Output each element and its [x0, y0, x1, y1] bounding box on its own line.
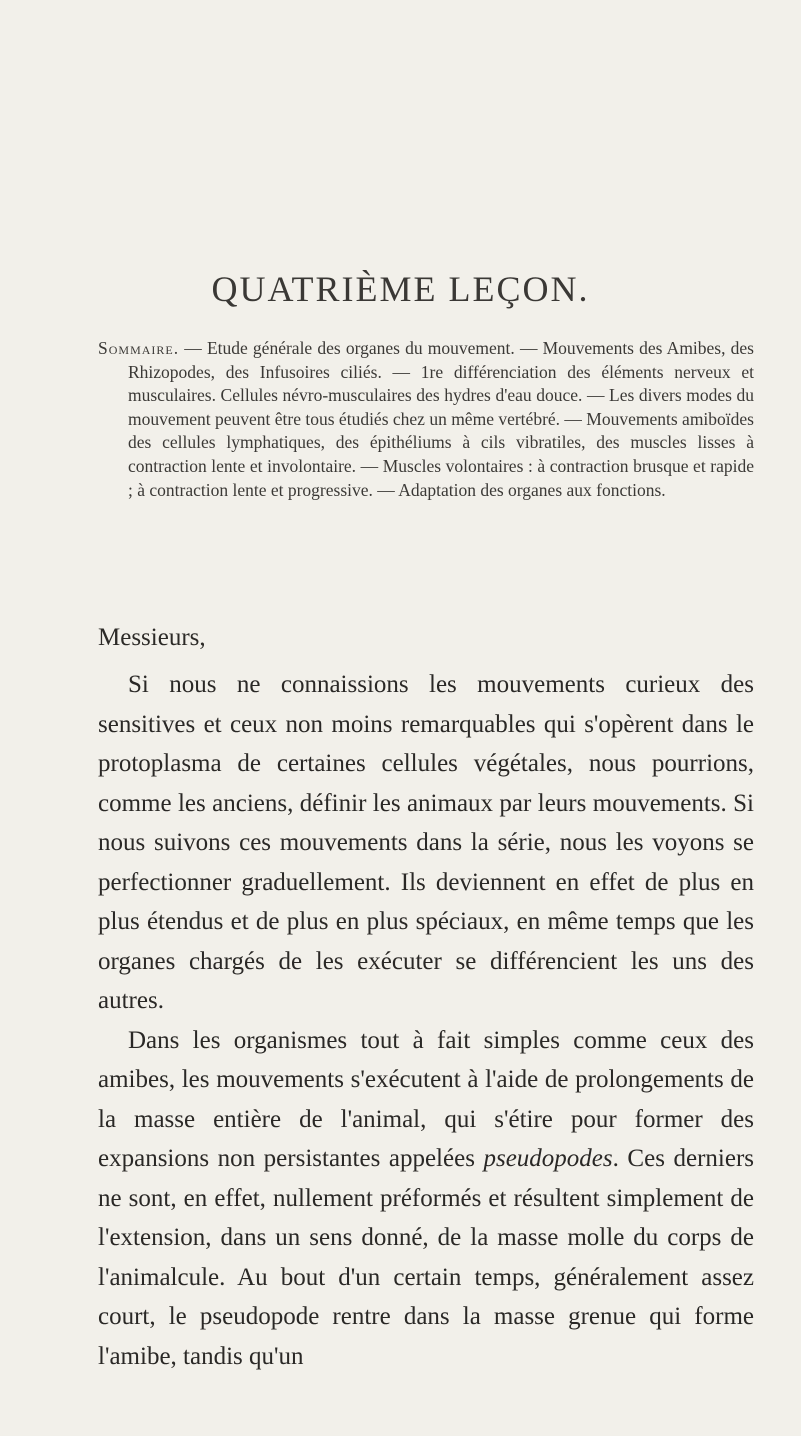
paragraph-2-after: . Ces derniers ne sont, en effet, nullement préformés et résultent simplement de l'extension, dans un sens donné, de la masse molle du corps de l'animalcule. Au bout d'un certain temps, généralement assez court, le pseudopode rentre dans la masse grenue qui forme l'amibe, tandis qu'un — [98, 1145, 754, 1370]
paragraph-2-emphasis: pseudopodes — [483, 1145, 613, 1172]
greeting: Messieurs, — [98, 624, 206, 651]
paragraph-2-before: Dans les organismes tout à fait simples comme ceux des amibes, les mouvements s'exécutent à l'aide de prolongements de la masse entière de l'animal, qui s'étire pour former des expansions non persistantes appelées — [98, 1026, 754, 1172]
summary-text: — Etude générale des organes du mouvement. — Mouvements des Amibes, des Rhizopodes, des Infusoires ciliés. — 1re différenciation des éléments nerveux et musculaires. Cellules névro-musculaires des hydres d'eau douce. — Les divers modes du mouvement peuvent être tous étudiés chez un même vertébré. — Mouvements amiboïdes des cellules lymphatiques, des épithéliums à cils vibratiles, des muscles lisses à contraction lente et involontaire. — Muscles volontaires : à contraction brusque et rapide ; à contraction lente et progressive. — Adaptation des organes aux fonctions. — [128, 338, 754, 500]
summary-paragraph — [98, 337, 754, 502]
summary-block — [98, 337, 754, 502]
lesson-heading: QUATRIÈME LEÇON. — [211, 269, 590, 309]
paragraph-1: Si nous ne connaissions les mouvements curieux des sensitives et ceux non moins remarquables qui s'opèrent dans le protoplasma de certaines cellules végétales, nous pourrions, comme les anciens, définir les animaux par leurs mouvements. Si nous suivons ces mouvements dans la série, nous les voyons se perfectionner graduellement. Ils deviennent en effet de plus en plus étendus et de plus en plus spéciaux, en même temps que les organes chargés de les exécuter se différencient les uns des autres. — [98, 671, 754, 1014]
summary-label: Sommaire. — [98, 338, 180, 358]
paragraph-2 — [98, 1021, 754, 1377]
body-text — [98, 665, 754, 1376]
